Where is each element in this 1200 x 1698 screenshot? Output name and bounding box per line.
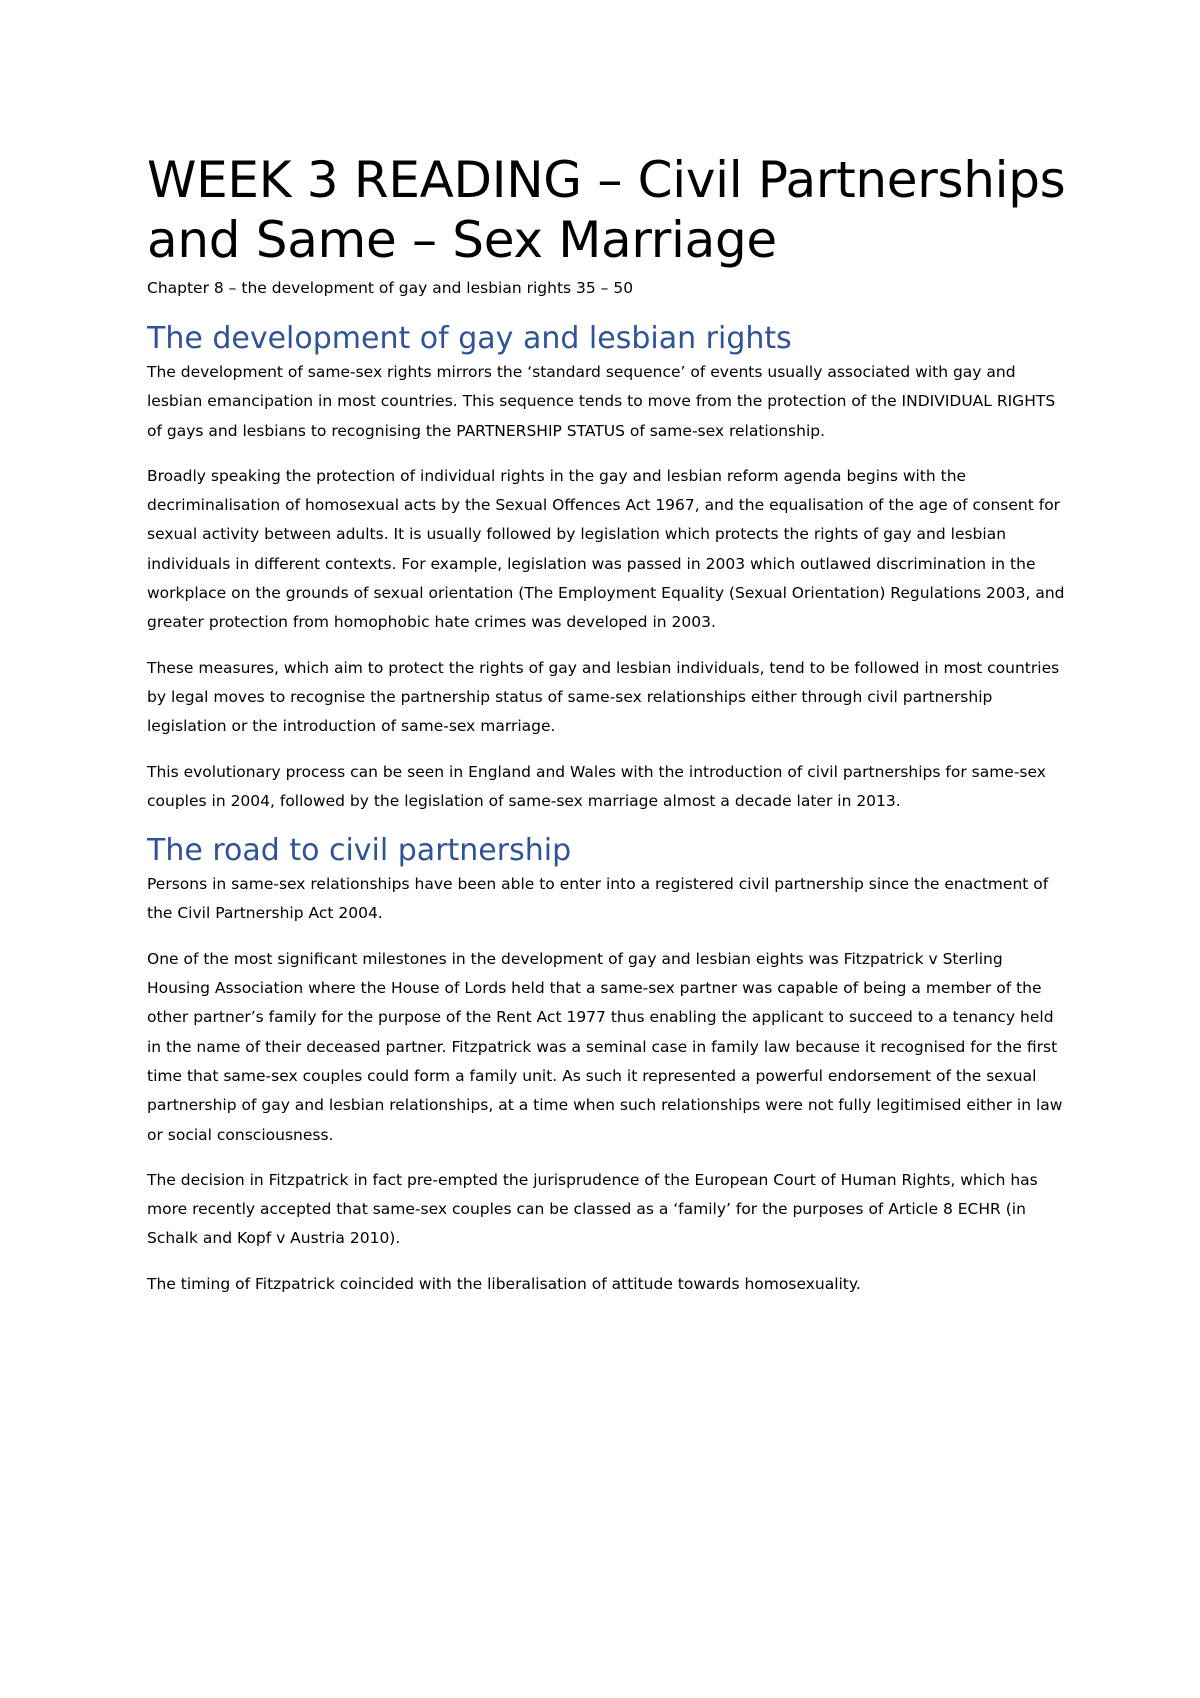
paragraph: The development of same-sex rights mirrors the ‘standard sequence’ of events usually associated with gay and lesbian emancipation in most countries. This sequence tends to move from the protection of the INDIVIDUAL RIGHTS of gays and lesbians to recognising the PARTNERSHIP STATUS of same-sex relationship.: [147, 363, 1056, 440]
paragraph: Broadly speaking the protection of individual rights in the gay and lesbian reform agenda begins with the decriminalisation of homosexual acts by the Sexual Offences Act 1967, and the equalisation of the age of consent for sexual activity between adults. It is usually followed by legislation which protects the rights of gay and lesbian individuals in different contexts. For example, legislation was passed in 2003 which outlawed discrimination in the workplace on the grounds of sexual orientation (The Employment Equality (Sexual Orientation) Regulations 2003, and greater protection from homophobic hate crimes was developed in 2003.: [147, 466, 1065, 632]
document-title: WEEK 3 READING – Civil Partnerships and Same – Sex Marriage: [147, 151, 1066, 269]
paragraph: The decision in Fitzpatrick in fact pre-empted the jurisprudence of the European Court of Human Rights, which has more recently accepted that same-sex couples can be classed as a ‘family’ for the purposes of Article 8 ECHR (in Schalk and Kopf v Austria 2010).: [147, 1170, 1038, 1248]
paragraph: These measures, which aim to protect the rights of gay and lesbian individuals, tend to be followed in most countries by legal moves to recognise the partnership status of same-sex relationships either through civil partnership legislation or the introduction of same-sex marriage.: [147, 658, 1060, 736]
paragraph: One of the most significant milestones in the development of gay and lesbian eights was Fitzpatrick v Sterling Housing Association where the House of Lords held that a same-sex partner was capable of being a member of the other partner’s family for the purpose of the Rent Act 1977 thus enabling the applicant to succeed to a tenancy held in the name of their deceased partner. Fitzpatrick was a seminal case in family law because it recognised for the first time that same-sex couples could form a family unit. As such it represented a powerful endorsement of the sexual partnership of gay and lesbian relationships, at a time when such relationships were not fully legitimised either in law or social consciousness.: [147, 949, 1063, 1144]
section-heading-civil-partnership: The road to civil partnership: [147, 833, 572, 869]
document-page: [147, 150, 1067, 1315]
section-heading-development: The development of gay and lesbian rights: [147, 321, 792, 356]
paragraph: The timing of Fitzpatrick coincided with the liberalisation of attitude towards homosexuality.: [147, 1274, 861, 1293]
paragraph: This evolutionary process can be seen in England and Wales with the introduction of civil partnerships for same-sex couples in 2004, followed by the legislation of same-sex marriage almost a decade later in 2013.: [147, 762, 1046, 810]
paragraph: Persons in same-sex relationships have been able to enter into a registered civil partnership since the enactment of the Civil Partnership Act 2004.: [147, 875, 1049, 923]
document-subtitle: Chapter 8 – the development of gay and lesbian rights 35 – 50: [147, 279, 634, 297]
